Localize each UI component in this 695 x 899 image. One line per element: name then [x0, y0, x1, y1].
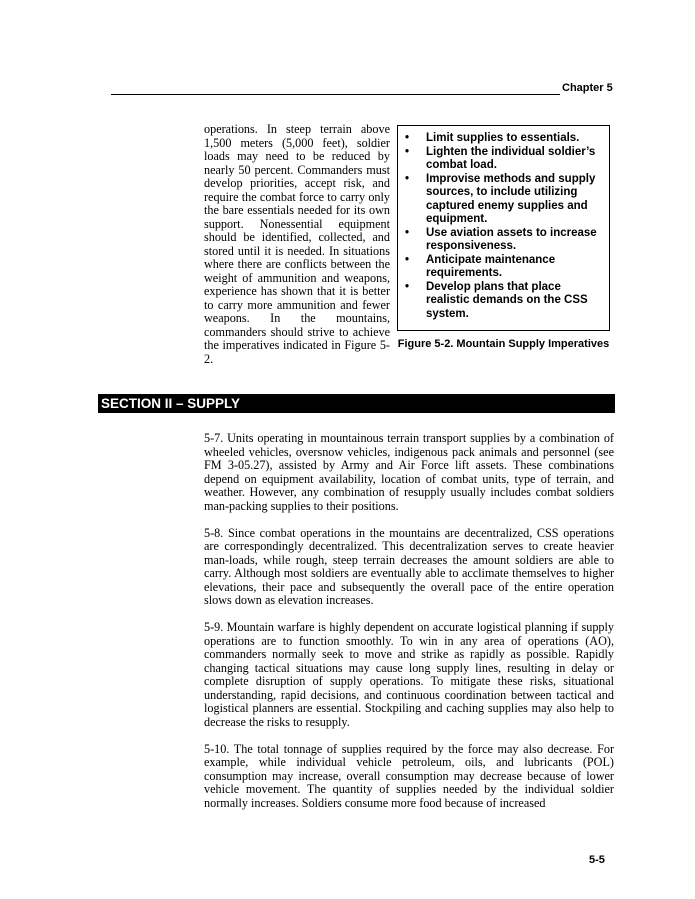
imperatives-list: [402, 132, 605, 321]
bullet-icon: •: [405, 226, 410, 239]
bullet-icon: •: [405, 172, 410, 185]
page-number: 5-5: [589, 854, 605, 866]
bullet-icon: •: [405, 145, 410, 158]
list-item: [402, 227, 605, 254]
bullet-icon: •: [405, 132, 410, 144]
list-item: [402, 173, 605, 227]
list-item: [402, 132, 605, 146]
list-item-text: Use aviation assets to increase responsiveness.: [426, 226, 597, 252]
paragraph-5-10: 5-10. The total tonnage of supplies required by the force may also decrease. For example, while individual vehicle petroleum, oils, and lubricants (POL) consumption may increase, overall consumption may decrease because of lower vehicle movement. The quantity of supplies needed by the individual soldier normally increases. Soldiers consume more food because of increased: [204, 741, 614, 810]
list-item-text: Anticipate maintenance requirements.: [426, 253, 556, 279]
list-item: [402, 146, 605, 173]
chapter-label: Chapter 5: [562, 82, 613, 94]
paragraph-5-8: 5-8. Since combat operations in the mountains are decentralized, CSS operations are correspondingly decentralized. This decentralization serves to create heavier man-loads, while rough, steep terrain decreases the amount soldiers are able to carry. Although most soldiers are eventually able to acclimate themselves to higher elevations, their pace and subsequently the overall pace of the entire operation slows down as elevation increases.: [204, 525, 614, 607]
paragraph-5-9: 5-9. Mountain warfare is highly dependent on accurate logistical planning if supply operations are to function smoothly. To win in any area of operations (AO), commanders normally seek to move and strike as rapidly as possible. Rapidly changing tactical situations may cause long supply lines, resulting in delay or complete disruption of supply operations. To mitigate these risks, situational understanding, rapid decisions, and continuous coordination between tactical and logistical planners are essential. Stockpiling and caching supplies may also help to decrease the risks to resupply.: [204, 620, 614, 729]
bullet-icon: •: [405, 280, 410, 293]
body-column: [204, 432, 614, 824]
list-item: [402, 254, 605, 281]
section-heading: SECTION II – SUPPLY: [98, 394, 615, 413]
header-rule: [111, 94, 560, 95]
list-item-text: Improvise methods and supply sources, to include utilizing captured enemy supplies and equipment.: [426, 172, 596, 225]
list-item-text: Develop plans that place realistic demands on the CSS system.: [426, 280, 588, 320]
paragraph-5-7: 5-7. Units operating in mountainous terrain transport supplies by a combination of wheeled vehicles, oversnow vehicles, indigenous pack animals and personnel (see FM 3-05.27), assisted by Army and Air Force lift assets. These combinations depend on equipment availability, location of combat units, type of terrain, and weather. However, any combination of resupply usually includes combat soldiers man-packing supplies to their positions.: [204, 431, 614, 513]
list-item-text: Limit supplies to essentials.: [426, 132, 580, 144]
figure-5-2-box: [397, 125, 610, 331]
figure-caption: Figure 5-2. Mountain Supply Imperatives: [397, 338, 610, 350]
bullet-icon: •: [405, 253, 410, 266]
list-item: [402, 281, 605, 322]
intro-paragraph: operations. In steep terrain above 1,500 meters (5,000 feet), soldier loads may need to be reduced by nearly 50 percent. Commanders must develop priorities, accept risk, and require the combat force to carry only the bare essentials needed for its own support. Nonessential equipment should be identified, collected, and stored until it is needed. In situations where there are conflicts between the weight of ammunition and weapons, experience has shown that it is better to carry more ammunition and fewer weapons. In the mountains, commanders should strive to achieve the imperatives indicated in Figure 5-2.: [204, 122, 390, 366]
list-item-text: Lighten the individual soldier’s combat load.: [426, 145, 596, 171]
